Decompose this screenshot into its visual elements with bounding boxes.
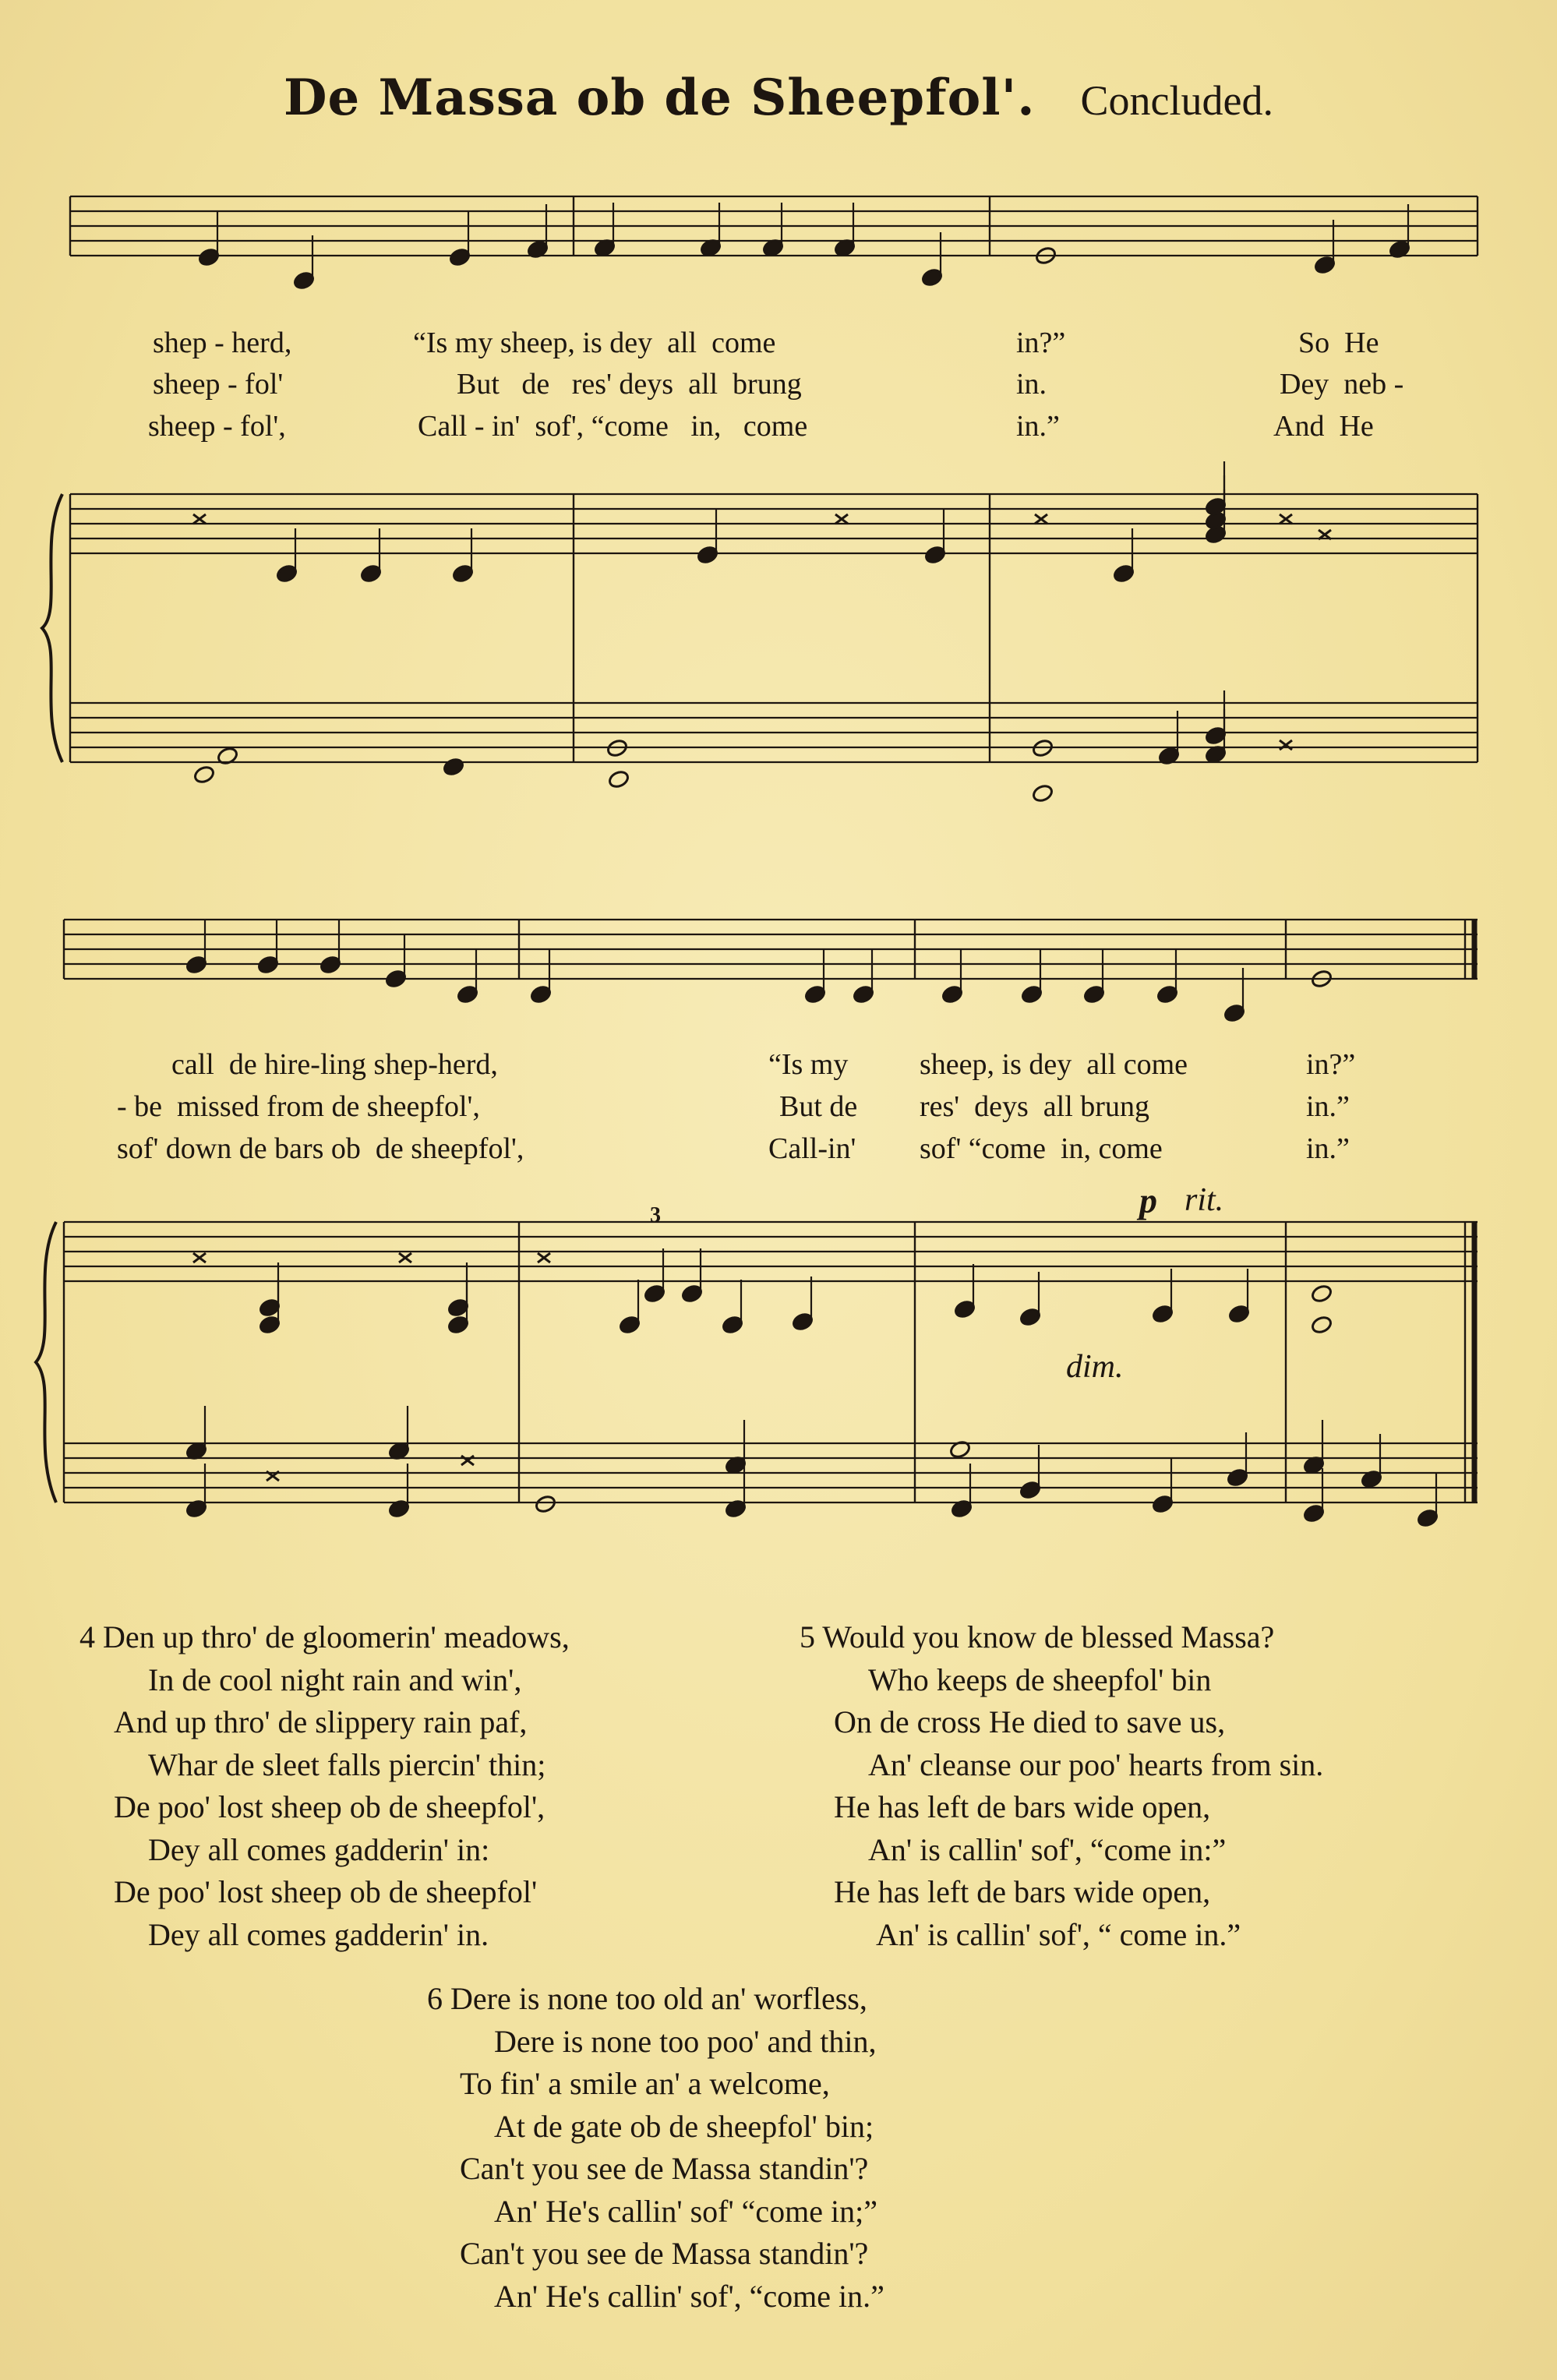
verse6-line: An' He's callin' sof' “come in;” xyxy=(494,2193,878,2229)
verse4-line: De poo' lost sheep ob de sheepfol', xyxy=(114,1789,545,1824)
lyric-s1-l3-a: sheep - fol', xyxy=(148,410,286,443)
note-head xyxy=(443,757,465,777)
verse4-line: Whar de sleet falls piercin' thin; xyxy=(148,1746,546,1782)
verse-6 xyxy=(427,1978,884,2318)
rest-mark xyxy=(1035,514,1047,524)
verse4-line: 4 Den up thro' de gloomerin' meadows, xyxy=(79,1619,570,1654)
lyric-s2-l2-a: - be missed from de sheepfol', xyxy=(117,1090,480,1123)
dim-marking: dim. xyxy=(1066,1349,1124,1385)
title-sub: Concluded. xyxy=(1080,77,1273,124)
verse6-line: At de gate ob de sheepfol' bin; xyxy=(494,2108,874,2144)
verse4-line: Dey all comes gadderin' in: xyxy=(148,1831,490,1867)
verse6-line: 6 Dere is none too old an' worfless, xyxy=(427,1981,867,2016)
lyric-s2-l1-b: “Is my xyxy=(768,1048,849,1081)
verse6-line: Dere is none too poo' and thin, xyxy=(494,2023,877,2059)
lyric-s1-l3-b: Call - in' sof', “come in, come xyxy=(418,410,808,443)
note-head xyxy=(1311,1284,1333,1304)
verse5-line: He has left de bars wide open, xyxy=(834,1874,1211,1909)
lyric-s1-l2-a: sheep - fol' xyxy=(153,368,284,401)
note-head xyxy=(1032,783,1054,803)
lyric-s1-l3-c: in.” xyxy=(1016,410,1060,443)
note-head xyxy=(608,769,630,789)
title-main: De Massa ob de Sheepfol'. xyxy=(284,69,1036,127)
rest-mark xyxy=(835,514,848,524)
rest-mark xyxy=(399,1253,411,1262)
verse6-line: Can't you see de Massa standin'? xyxy=(460,2151,869,2186)
rest-mark xyxy=(1280,740,1292,750)
lyric-s2-l1-c: sheep, is dey all come xyxy=(920,1048,1188,1081)
lyric-s1-l1-a: shep - herd, xyxy=(153,327,292,359)
rest-mark xyxy=(193,514,206,524)
lyric-s1-l1-b: “Is my sheep, is dey all come xyxy=(413,327,776,359)
note-head xyxy=(193,764,216,785)
verse5-line: On de cross He died to save us, xyxy=(834,1704,1226,1739)
lyric-s2-l3-a: sof' down de bars ob de sheepfol', xyxy=(117,1132,524,1165)
lyric-s1-l2-d: Dey neb - xyxy=(1280,368,1404,401)
lyric-s2-l3-c: sof' “come in, come xyxy=(920,1132,1163,1165)
lyric-s1-l2-c: in. xyxy=(1016,368,1047,401)
note-head xyxy=(535,1494,557,1514)
brace xyxy=(42,494,62,762)
rest-mark xyxy=(538,1253,550,1262)
brace xyxy=(36,1222,56,1503)
lyric-s2-l3-d: in.” xyxy=(1306,1132,1350,1165)
lyric-s2-l3-b: Call-in' xyxy=(768,1132,856,1165)
rest-mark xyxy=(1280,514,1292,524)
lyric-s1-l1-c: in?” xyxy=(1016,327,1066,359)
lyric-s2-l2-b: But de xyxy=(779,1090,858,1123)
rest-mark xyxy=(193,1253,206,1262)
triplet-marking: 3 xyxy=(650,1203,661,1227)
note-head xyxy=(1311,1315,1333,1335)
lyric-s2-l1-a: call de hire-ling shep-herd, xyxy=(171,1048,498,1081)
lyric-s1-l2-b: But de res' deys all brung xyxy=(457,368,802,401)
verse4-line: Dey all comes gadderin' in. xyxy=(148,1916,489,1952)
verse5-line: An' cleanse our poo' hearts from sin. xyxy=(868,1746,1324,1782)
rit-marking: rit. xyxy=(1185,1182,1224,1218)
lyric-s2-l2-c: res' deys all brung xyxy=(920,1090,1149,1123)
verse6-line: To fin' a smile an' a welcome, xyxy=(460,2066,830,2101)
verse4-line: De poo' lost sheep ob de sheepfol' xyxy=(114,1874,538,1909)
verse-5 xyxy=(800,1616,1323,1956)
verse5-line: 5 Would you know de blessed Massa? xyxy=(800,1619,1275,1654)
dynamic-marking: p xyxy=(1139,1181,1157,1220)
lyric-s1-l1-d: So He xyxy=(1298,327,1379,359)
verse5-line: An' is callin' sof', “ come in.” xyxy=(876,1916,1241,1952)
verse5-line: An' is callin' sof', “come in:” xyxy=(868,1831,1227,1867)
verse4-line: And up thro' de slippery rain paf, xyxy=(114,1704,528,1739)
verse4-line: In de cool night rain and win', xyxy=(148,1661,522,1697)
rest-mark xyxy=(461,1456,474,1465)
lyric-s2-l2-d: in.” xyxy=(1306,1090,1350,1123)
lyric-s1-l3-d: And He xyxy=(1273,410,1374,443)
verse5-line: Who keeps de sheepfol' bin xyxy=(868,1661,1212,1697)
verse6-line: Can't you see de Massa standin'? xyxy=(460,2236,869,2271)
verse5-line: He has left de bars wide open, xyxy=(834,1789,1211,1824)
verse-4 xyxy=(79,1616,570,1956)
lyric-s2-l1-d: in?” xyxy=(1306,1048,1356,1081)
verse6-line: An' He's callin' sof', “come in.” xyxy=(494,2278,884,2314)
